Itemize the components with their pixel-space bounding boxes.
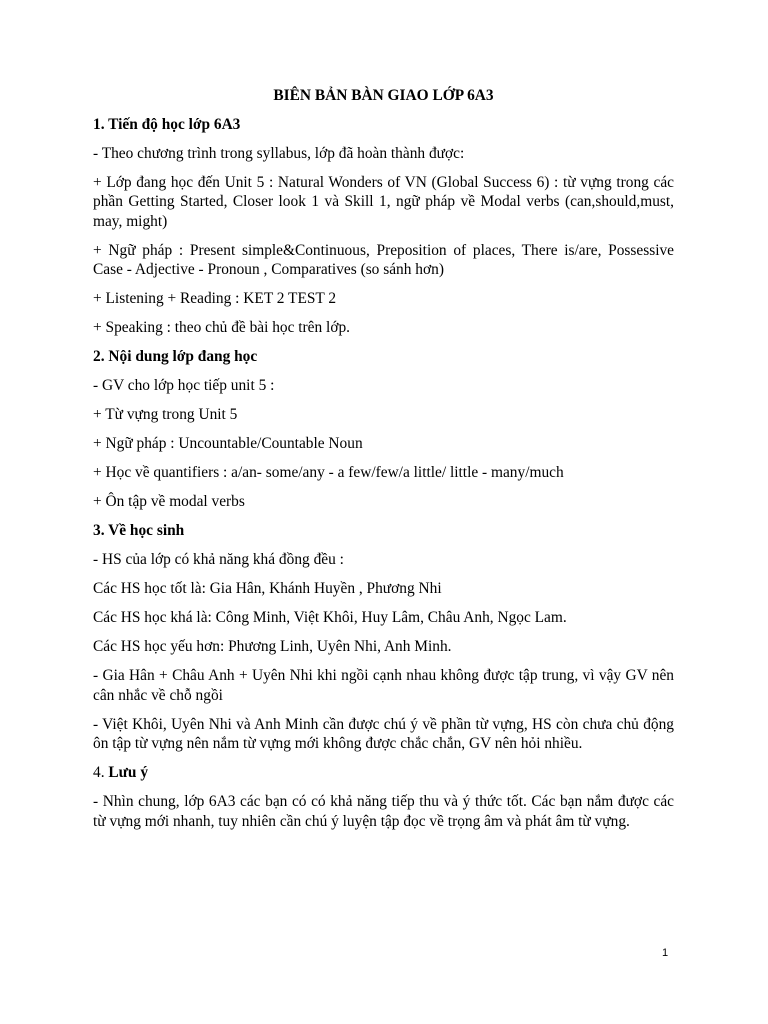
document-page	[93, 86, 674, 841]
paragraph: - Việt Khôi, Uyên Nhi và Anh Minh cần được chú ý về phần từ vựng, HS còn chưa chủ động ôn tập từ vựng nên nắm từ vựng mới không được chắc chắn, GV nên hỏi nhiều.	[93, 715, 674, 752]
section-number-4: 4.	[93, 764, 105, 781]
section-title-2: Nội dung lớp đang học	[108, 348, 258, 365]
paragraph: + Học về quantifiers : a/an- some/any - a few/few/a little/ little - many/much	[93, 464, 564, 481]
section-number-1: 1.	[93, 115, 105, 133]
paragraph: + Speaking : theo chủ đề bài học trên lớp.	[93, 319, 351, 336]
paragraph: + Listening + Reading : KET 2 TEST 2	[93, 290, 337, 307]
paragraph: - Nhìn chung, lớp 6A3 các bạn có có khả năng tiếp thu và ý thức tốt. Các bạn nắm được các từ vựng mới nhanh, tuy nhiên cần chú ý luyện tập đọc về trọng âm và phát âm từ vựng.	[93, 793, 674, 830]
paragraph: + Lớp đang học đến Unit 5 : Natural Wonders of VN (Global Success 6) : từ vựng trong các phần Getting Started, Closer look 1 và Skill 1, ngữ pháp về Modal verbs (can,should,must, may, might)	[93, 173, 674, 230]
paragraph: Các HS học tốt là: Gia Hân, Khánh Huyền , Phương Nhi	[93, 580, 442, 597]
section-heading-2	[93, 347, 674, 367]
paragraph: Các HS học yếu hơn: Phương Linh, Uyên Nhi, Anh Minh.	[93, 638, 452, 655]
section-title-3: Về học sinh	[108, 522, 185, 539]
paragraph: + Từ vựng trong Unit 5	[93, 406, 238, 423]
paragraph: - HS của lớp có khả năng khá đồng đều :	[93, 551, 344, 568]
section-heading-4	[93, 763, 674, 783]
section-title-4: Lưu ý	[108, 764, 149, 781]
paragraph: Các HS học khá là: Công Minh, Việt Khôi, Huy Lâm, Châu Anh, Ngọc Lam.	[93, 609, 567, 626]
paragraph: - GV cho lớp học tiếp unit 5 :	[93, 377, 275, 394]
paragraph: + Ngữ pháp : Uncountable/Countable Noun	[93, 435, 363, 452]
section-number-3: 3.	[93, 522, 105, 539]
paragraph: + Ôn tập về modal verbs	[93, 493, 245, 510]
section-heading-3	[93, 521, 674, 541]
section-heading-1	[93, 115, 674, 135]
page-number: 1	[662, 947, 669, 959]
document-title: BIÊN BẢN BÀN GIAO LỚP 6A3	[273, 87, 494, 104]
paragraph: - Theo chương trình trong syllabus, lớp đã hoàn thành được:	[93, 144, 465, 162]
section-title-1: Tiến độ học lớp 6A3	[108, 115, 241, 133]
paragraph: + Ngữ pháp : Present simple&Continuous, Preposition of places, There is/are, Possessive Case - Adjective - Pronoun , Comparatives (so sánh hơn)	[93, 241, 674, 278]
paragraph: - Gia Hân + Châu Anh + Uyên Nhi khi ngồi cạnh nhau không được tập trung, vì vậy GV nên cân nhắc về chỗ ngồi	[93, 667, 674, 704]
section-number-2: 2.	[93, 348, 105, 365]
